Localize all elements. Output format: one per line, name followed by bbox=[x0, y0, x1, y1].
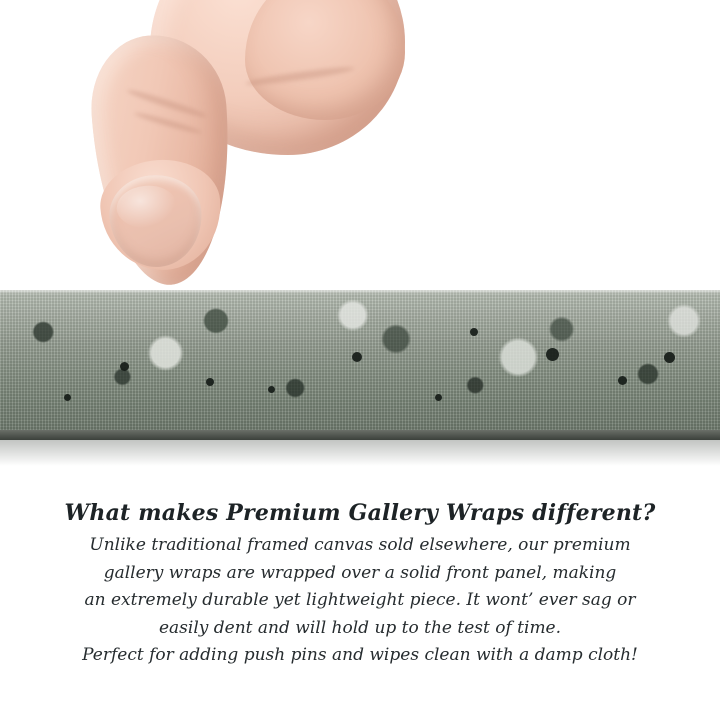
canvas-speck bbox=[120, 362, 129, 371]
canvas-speck bbox=[435, 394, 442, 401]
canvas-speck bbox=[268, 386, 275, 393]
caption-line: Perfect for adding push pins and wipes clean with a damp cloth! bbox=[82, 645, 638, 666]
caption-block bbox=[0, 480, 720, 670]
canvas-speck bbox=[206, 378, 214, 386]
canvas-top-highlight bbox=[0, 290, 720, 294]
canvas-drop-shadow bbox=[0, 440, 720, 466]
canvas-speck bbox=[470, 328, 478, 336]
caption-line: gallery wraps are wrapped over a solid front panel, making bbox=[103, 562, 617, 583]
caption-body bbox=[0, 532, 720, 670]
canvas-speck bbox=[664, 352, 675, 363]
caption-heading: What makes Premium Gallery Wraps different? bbox=[64, 500, 656, 526]
hand-pressing-icon bbox=[95, 0, 395, 300]
canvas-speck bbox=[546, 348, 559, 361]
caption-line: easily dent and will hold up to the test of time. bbox=[158, 617, 562, 638]
caption-line: an extremely durable yet lightweight piece. It wont’ ever sag or bbox=[84, 590, 636, 611]
canvas-speck bbox=[64, 394, 71, 401]
canvas-speck bbox=[352, 352, 362, 362]
gallery-wrap-canvas-edge bbox=[0, 290, 720, 440]
canvas-side-edge bbox=[0, 430, 720, 440]
caption-line: Unlike traditional framed canvas sold elsewhere, our premium bbox=[89, 535, 631, 555]
canvas-texture-surface bbox=[0, 290, 720, 430]
canvas-speck bbox=[618, 376, 627, 385]
